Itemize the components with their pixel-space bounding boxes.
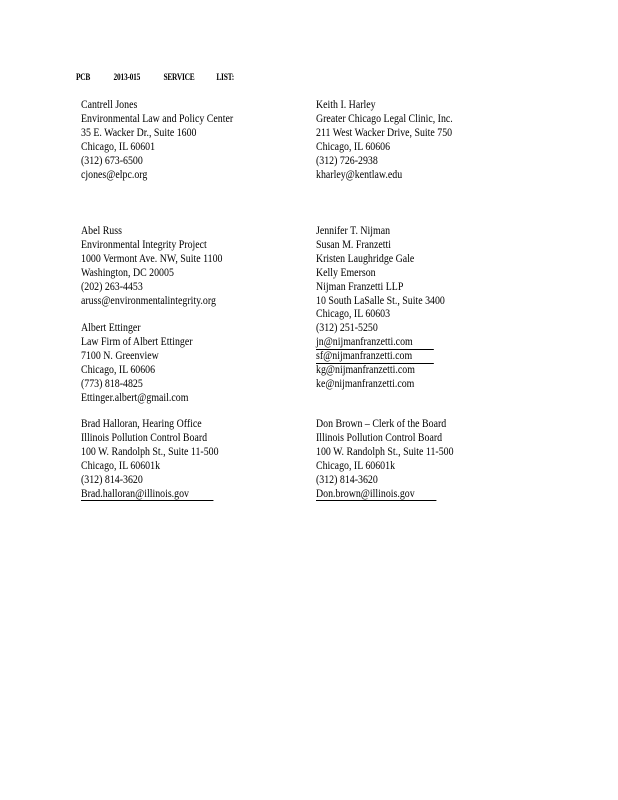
contact-address: 35 E. Wacker Dr., Suite 1600 [81,126,197,139]
contact-cantrell-jones [81,99,233,182]
contact-city: Chicago, IL 60601k [81,459,161,472]
header-pcb: PCB [76,73,91,83]
contact-address: 100 W. Randolph St., Suite 11-500 [81,445,219,458]
contact-address: 1000 Vermont Ave. NW, Suite 1100 [81,252,223,265]
contact-email[interactable]: ke@nijmanfranzetti.com [316,377,415,390]
contact-organization: Illinois Pollution Control Board [81,431,208,444]
contact-organization: Environmental Law and Policy Center [81,112,234,125]
contact-name: Jennifer T. Nijman [316,225,391,237]
contact-name: Susan M. Franzetti [316,238,391,251]
contact-phone: (773) 818-4825 [81,377,143,390]
contact-email[interactable]: Don.brown@illinois.gov [316,488,436,502]
contact-nijman-franzetti [316,225,445,392]
contact-organization: Illinois Pollution Control Board [316,431,443,444]
contact-phone: (312) 251-5250 [316,322,378,335]
contact-phone: (312) 814-3620 [81,473,143,486]
contact-don-brown [316,418,454,501]
contact-organization: Law Firm of Albert Ettinger [81,335,193,348]
header-service: SERVICE [163,73,195,83]
contact-phone: (312) 673-6500 [81,154,143,167]
contact-city: Chicago, IL 60601k [316,459,396,472]
contact-name: Abel Russ [81,225,122,237]
contact-organization: Environmental Integrity Project [81,238,207,251]
contact-email[interactable]: kharley@kentlaw.edu [316,168,403,181]
contact-name: Don Brown – Clerk of the Board [316,418,447,430]
contact-keith-harley [316,99,453,182]
contact-abel-russ [81,225,222,308]
contact-name: Cantrell Jones [81,99,138,111]
header-docket: 2013-015 [113,73,141,83]
contact-city: Chicago, IL 60603 [316,308,391,321]
contact-phone: (202) 263-4453 [81,280,143,293]
contact-address: 10 South LaSalle St., Suite 3400 [316,294,445,307]
contact-name: Kristen Laughridge Gale [316,252,415,265]
contact-name: Brad Halloran, Hearing Office [81,418,202,430]
contact-email[interactable]: jn@nijmanfranzetti.com [316,336,434,350]
contact-organization: Greater Chicago Legal Clinic, Inc. [316,112,453,125]
contact-email[interactable]: kg@nijmanfranzetti.com [316,364,415,377]
contact-name: Keith I. Harley [316,99,376,111]
contact-city: Chicago, IL 60601 [81,140,156,153]
contact-address: 100 W. Randolph St., Suite 11-500 [316,445,454,458]
contact-brad-halloran [81,418,219,501]
contact-phone: (312) 814-3620 [316,473,378,486]
contact-address: 7100 N. Greenview [81,349,159,362]
service-list-header [76,73,234,83]
contact-city: Washington, DC 20005 [81,266,174,279]
contact-albert-ettinger [81,322,193,405]
contact-organization: Nijman Franzetti LLP [316,280,404,293]
contact-address: 211 West Wacker Drive, Suite 750 [316,126,453,139]
header-list: LIST: [216,73,234,83]
contact-name: Kelly Emerson [316,266,376,279]
contact-email[interactable]: cjones@elpc.org [81,168,148,181]
contact-email[interactable]: sf@nijmanfranzetti.com [316,350,434,364]
contact-city: Chicago, IL 60606 [316,140,391,153]
contact-email[interactable]: aruss@environmentalintegrity.org [81,294,216,307]
contact-name: Albert Ettinger [81,322,141,334]
contact-email[interactable]: Ettinger.albert@gmail.com [81,391,189,404]
contact-phone: (312) 726-2938 [316,154,378,167]
contact-city: Chicago, IL 60606 [81,363,156,376]
contact-email[interactable]: Brad.halloran@illinois.gov [81,488,213,502]
